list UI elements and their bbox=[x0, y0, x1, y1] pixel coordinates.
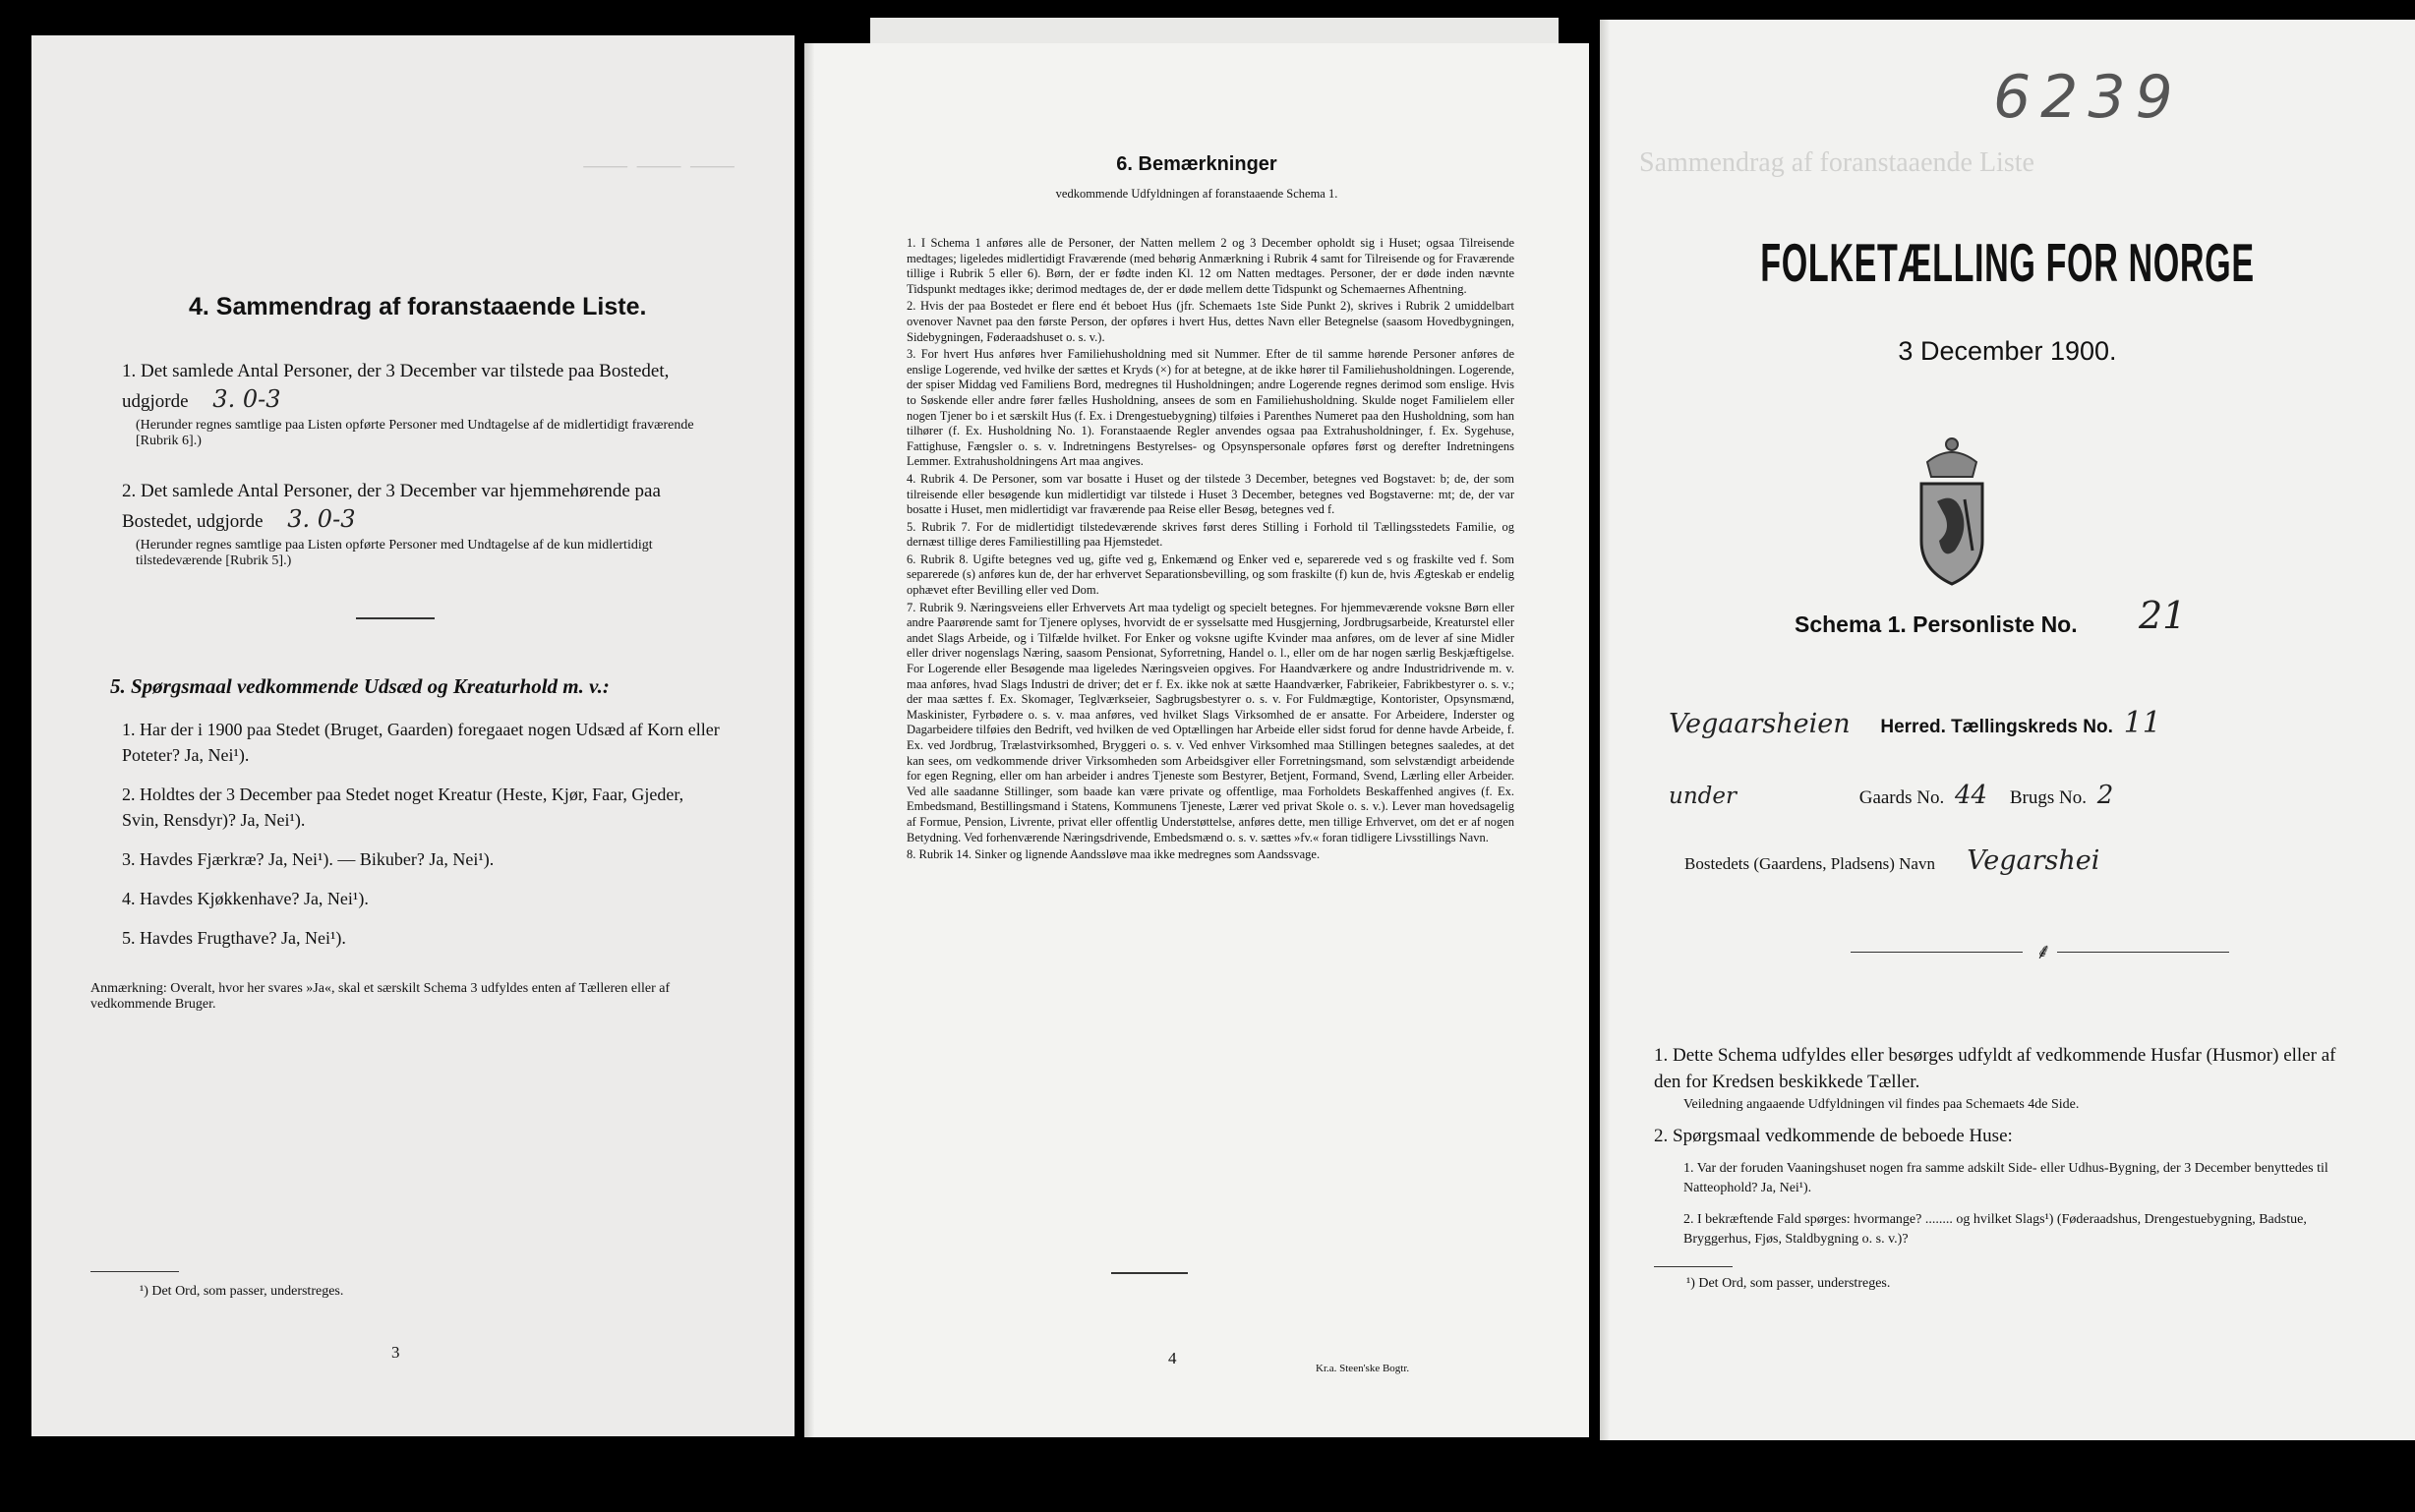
summary-q1 bbox=[122, 358, 712, 449]
gaards-handwritten: 44 bbox=[1955, 781, 1988, 810]
bleed-through-text: Sammendrag af foranstaaende Liste bbox=[1639, 147, 2034, 178]
brugs-label: Brugs No. bbox=[2009, 787, 2087, 808]
page-right bbox=[1600, 20, 2415, 1440]
q2-handwritten-count: 3. 0-3 bbox=[287, 505, 356, 533]
divider bbox=[356, 617, 435, 619]
s5-q5: 5. Havdes Frugthave? Ja, Nei¹). bbox=[122, 928, 346, 948]
page-number: 3 bbox=[391, 1343, 400, 1362]
remark-item: 7. Rubrik 9. Næringsveiens eller Erhvervets Art maa tydeligt og specielt betegnes. For hjemmeværende voksne Børn eller andre Paarørende samt for Tjenere oplyses, hvorvidt de er sysselsatte med Husgjerning, Jordbrugsarbeide, Kreaturstel eller andet Slags Arbeide, og i Tilfælde hvilket. For Enker og voksne ugifte Kvinder maa anføres, om de lever af sine Midler eller driver nogenslags Næring, saasom Pensionat, Syforretning, Handel o. l., eller om de har nogen særlig Beskjæftigelse. For Logerende eller Besøgende maa ligeledes Næringsveien opgives. For Haandværkere og andre Industridrivende m. v. maa anføres, hvad Slags Industri de driver; det er f. Ex. ikke nok at sætte Haandværker, Fabrikeier, Fabrikbestyrer o. s. v.; der maa sættes f. Ex. Skomager, Teglværkseier, Sagbrugsbestyrer o. s. v. For Fuldmægtige, Kontorister, Opsynsmænd, Maskinister, Fyrbødere o. s. v. maa anføres, ved hvilket Slags Virksomhed de er ansatte. For Arbeidere, Inderster og Dagarbeidere tilføies den Bedrift, ved hvilken de ved Optællingen har Arbeide eller sidst forud for denne havde Arbeide, f. Ex. ved Jordbrug, Trælastvirksomhed, Bryggeri o. s. v. Ved enhver Virksomhed maa Stillingen betegnes saaledes, at det kan sees, om vedkommende driver Virksomheden som Arbeidsgiver eller Forretningsmand, som selvstændigt arbeidende for egen Regning, eller om han arbeider i andres Tjeneste som Bestyrer, Betjent, Formand, Svend, Lærling eller Arbeider. Ved alle saadanne Stillinger, som baade kan være private og offentlige, maa Forholdets Beskaffenhed angives (f. Ex. Embedsmand, Bestillingsmand i Statens, Kommunens Tjeneste, Lærer ved privat Skole o. s. v.). Lever man hovedsagelig af Formue, Pension, Livrente, privat eller offentlig Understøttelse, anføres dette, men tillige Erhvervet, om det er af nogen Betydning. Ved forhenværende Næringsdrivende, Embedsmænd o. s. v. sættes »fv.« foran tidligere Livsstillings Navn. bbox=[907, 600, 1514, 844]
bostedet-label: Bostedet, udgjorde bbox=[122, 511, 264, 532]
instruction-2-q2: 2. I bekræftende Fald spørges: hvormange? ........ og hvilket Slags¹) (Føderaadshus, Drengestuebygning, Badstue, Bryggerhus, Fjøs, Staldbygning o. s. v.)? bbox=[1683, 1212, 2307, 1247]
remarks-heading-text: Bemærkninger bbox=[1138, 153, 1277, 175]
instruction-2-q1: 1. Var der foruden Vaaningshuset nogen fra samme adskilt Side- eller Udhus-Bygning, der 3 December benyttedes til Natteophold? Ja, Nei¹). bbox=[1683, 1161, 2328, 1195]
printer-mark: Kr.a. Steen'ske Bogtr. bbox=[1316, 1363, 1410, 1374]
bosted-label: Bostedets (Gaardens, Pladsens) Navn bbox=[1684, 854, 1935, 873]
archive-number-stamp: 6239 bbox=[1993, 63, 2183, 132]
instruction-1-note: Veiledning angaaende Udfyldningen vil findes paa Schemaets 4de Side. bbox=[1683, 1097, 2080, 1112]
gaards-line bbox=[1669, 781, 2377, 810]
remark-item: 6. Rubrik 8. Ugifte betegnes ved ug, gifte ved g, Enkemænd og Enker ved e, separerede ved s og fraskilte ved f. Som separerede (s) anføres kun de, der har erhvervet Separationsbevilling, og som fraskilte (f) kun de, hvis Ægteskab er endelig ophævet efter Bevilling eller ved Dom. bbox=[907, 552, 1514, 598]
s5-q2: 2. Holdtes der 3 December paa Stedet noget Kreatur (Heste, Kjør, Faar, Gjeder, Svin, Rensdyr)? Ja, Nei¹). bbox=[122, 785, 684, 830]
bosted-handwritten: Vegarshei bbox=[1967, 845, 2100, 876]
schema-label: Schema 1. Personliste No. bbox=[1795, 611, 2078, 637]
bosted-line bbox=[1684, 845, 2392, 876]
page-number: 4 bbox=[1168, 1349, 1177, 1367]
footnote: ¹) Det Ord, som passer, understreges. bbox=[1686, 1276, 1891, 1291]
page-fold bbox=[804, 43, 814, 1437]
norway-crest-icon bbox=[1908, 423, 1996, 590]
summary-q2-note: (Herunder regnes samtlige paa Listen opførte Personer med Undtagelse af de kun midlertidigt tilstedeværende [Rubrik 5].) bbox=[136, 538, 653, 568]
anmaerkning: Anmærkning: Overalt, hvor her svares »Ja«, skal et særskilt Schema 3 udfyldes enten af Tælleren eller af vedkommende Bruger. bbox=[90, 981, 671, 1012]
summary-q1-text: 1. Det samlede Antal Personer, der 3 December var tilstede paa Bostedet, bbox=[122, 361, 670, 381]
s5-q4: 4. Havdes Kjøkkenhave? Ja, Nei¹). bbox=[122, 889, 369, 908]
instructions bbox=[1654, 1042, 2362, 1250]
divider bbox=[2057, 952, 2229, 953]
summary-heading: 4. Sammendrag af foranstaaende Liste. bbox=[189, 293, 647, 320]
footnote: ¹) Det Ord, som passer, understreges. bbox=[140, 1284, 344, 1299]
herred-label: Herred. Tællingskreds No. bbox=[1880, 717, 2113, 737]
bleed-through-text: ⸺ ⸺ ⸺ bbox=[582, 150, 736, 181]
udgjorde-label: udgjorde bbox=[122, 391, 189, 412]
remark-item: 3. For hvert Hus anføres hver Familiehusholdning med sit Nummer. Efter de til samme hørende Personer anføres de enslige Logerende, ved hvilke der sættes et Kryds (×) for at betegne, at de ikke hører til Familiehusholdningen. Logerende, der spiser Middag ved Familiens Bord, medregnes til Husholdningen; andre Logerende regnes derimod som enslige. Hvis to Søskende eller andre fører fælles Husholdning, ansees de som en Familiehusholdning. Skulde noget Familielem eller nogen Tjener bo i et særskilt Hus (f. Ex. i Drengestuebygning) tilføies i Parenthes Numeret paa den Husholdning, som han tilhører (f. Ex. Husholdning No. 1). Foranstaaende Regler anvendes ogsaa paa Extrahusholdninger, f. Ex. Sygehuse, Fattighuse, Fængsler o. s. v. Indretningens Bestyrelses- og Opsynspersonale opføres først og derefter Indretningens Lemmer. Extrahusholdningens Art maa angives. bbox=[907, 347, 1514, 469]
gaards-label: Gaards No. bbox=[1858, 787, 1945, 808]
remark-item: 1. I Schema 1 anføres alle de Personer, der Natten mellem 2 og 3 December opholdt sig i Huset; ogsaa Tilreisende medtages; ligeledes midlertidigt Fraværende (med behørig Anmærkning i Rubrik 4 samt for Tilreisende og for Fraværende tillige i Rubrik 5 eller 6). Børn, der er fødte inden Kl. 12 om Natten medtages. Personer, der er døde inden nævnte Tidspunkt medtages ikke; derimod medtages de, der er døde mellem dette Tidspunkt og Schemaernes Afhentning. bbox=[907, 236, 1514, 296]
census-date: 3 December 1900. bbox=[1898, 336, 2117, 366]
remarks-list bbox=[885, 236, 1514, 865]
personliste-number: 21 bbox=[2139, 594, 2187, 637]
page-middle bbox=[804, 43, 1589, 1437]
remark-item: 4. Rubrik 4. De Personer, som var bosatte i Huset og der tilstede 3 December, betegnes ved Bogstavet: b; de, der som tilreisende eller besøgende kun midlertidigt var tilstede i Huset 3 December, betegnes ved Bogstaverne: mt; de, der var bosatte i Huset, men midlertidigt var fraværende paa Reise eller Besøg, betegnes ved f. bbox=[907, 471, 1514, 517]
remark-item: 8. Rubrik 14. Sinker og lignende Aandssløve maa ikke medregnes som Aandssvage. bbox=[907, 847, 1321, 862]
remark-item: 2. Hvis der paa Bostedet er flere end ét beboet Hus (jfr. Schemaets 1ste Side Punkt 2), skrives i Rubrik 2 umiddelbart ovenover Navnet paa den første Person, der opføres i hvert Hus, dettes Navn eller Betegnelse (saasom Hovedbygningen, Sidebygningen, Føderaadshuset o. s. v.). bbox=[907, 299, 1514, 344]
form-title: FOLKETÆLLING FOR NORGE bbox=[1760, 232, 2255, 293]
footnote-rule bbox=[1654, 1266, 1733, 1267]
section5-heading: 5. Spørgsmaal vedkommende Udsæd og Kreaturhold m. v.: bbox=[110, 674, 610, 698]
s5-q1: 1. Har der i 1900 paa Stedet (Bruget, Gaarden) foregaaet nogen Udsæd af Korn eller Poteter? Ja, Nei¹). bbox=[122, 720, 720, 765]
remarks-heading-number: 6. bbox=[1116, 153, 1133, 175]
page-left bbox=[31, 35, 795, 1436]
gaards-prefix-handwritten: under bbox=[1669, 784, 1737, 809]
instruction-2: 2. Spørgsmaal vedkommende de beboede Huse: bbox=[1654, 1126, 2013, 1146]
ornament-icon: ⸙ bbox=[2035, 939, 2052, 963]
section5-questions bbox=[122, 717, 722, 964]
remark-item: 5. Rubrik 7. For de midlertidigt tilstedeværende skrives først deres Stilling i Forhold til Tællingsstedets Familie, og dernæst tillige deres Familiestilling paa Hjemstedet. bbox=[907, 519, 1514, 550]
page-fold bbox=[1600, 20, 1610, 1440]
instruction-1: 1. Dette Schema udfyldes eller besørges udfyldt af vedkommende Husfar (Husmor) eller af den for Kredsen beskikkede Tæller. bbox=[1654, 1045, 2336, 1092]
summary-q1-note: (Herunder regnes samtlige paa Listen opførte Personer med Undtagelse af de midlertidigt fraværende [Rubrik 6].) bbox=[136, 418, 694, 448]
summary-q2 bbox=[122, 478, 712, 569]
divider bbox=[1851, 952, 2023, 953]
herred-line bbox=[1669, 706, 2377, 740]
footnote-rule bbox=[90, 1271, 179, 1272]
kreds-handwritten: 11 bbox=[2123, 706, 2161, 740]
q1-handwritten-count: 3. 0-3 bbox=[212, 385, 281, 413]
herred-handwritten: Vegaarsheien bbox=[1669, 709, 1851, 739]
summary-q2-text: 2. Det samlede Antal Personer, der 3 December var hjemmehørende paa bbox=[122, 481, 661, 501]
divider bbox=[1111, 1272, 1188, 1274]
remarks-subheading: vedkommende Udfyldningen af foranstaaende Schema 1. bbox=[1055, 187, 1338, 201]
remarks-heading bbox=[804, 153, 1589, 176]
brugs-handwritten: 2 bbox=[2096, 781, 2114, 810]
s5-q3: 3. Havdes Fjærkræ? Ja, Nei¹). — Bikuber? Ja, Nei¹). bbox=[122, 849, 495, 869]
